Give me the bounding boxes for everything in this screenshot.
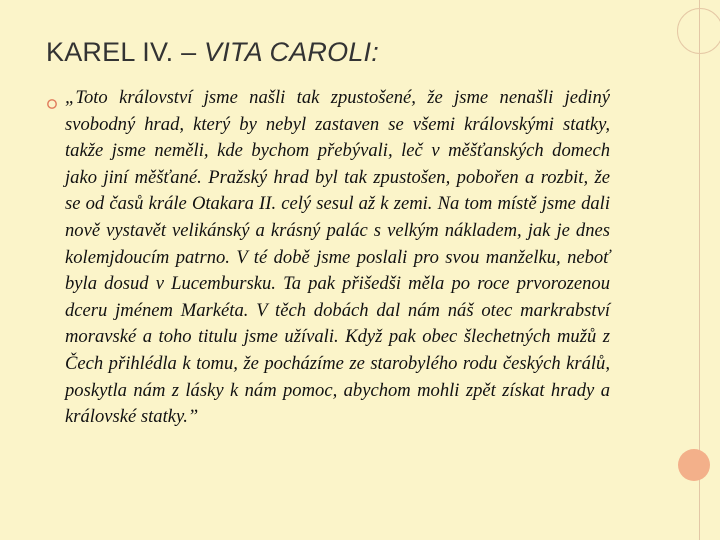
hollow-circle-bullet-icon xyxy=(46,98,58,112)
slide-title xyxy=(46,37,379,68)
slide-title-main: KAREL IV. – xyxy=(46,37,204,67)
ornament-circle-filled xyxy=(678,449,710,481)
quote-body: „Toto království jsme našli tak zpustošené, že jsme nenašli jediný svobodný hrad, který by nebyl zastaven se všemi královskými statky, takže jsme neměli, kde bychom přebývali, leč v měšťanských domech jako jiní měšťané. Pražský hrad byl tak zpustošen, pobořen a rozbit, že se od časů krále Otakara II. celý sesul až k zemi. Na tom místě jsme dali nově vystavět velikánský a krásný palác s velkým nákladem, jak je dnes kolemjdoucím patrno. V té době jsme poslali pro svou manželku, neboť byla dosud v Lucembursku. Ta pak přišedši měla po roce prvorozenou dceru jménem Markéta. V těch dobách dal nám náš otec markrabství moravské a toho titulu jsme užívali. Když pak obec šlechetných mužů z Čech přihlédla k tomu, že pocházíme ze starobylého rodu českých králů, poskytla nám z lásky k nám pomoc, abychom mohli zpět získat hrady a královské statky.” xyxy=(65,87,610,428)
slide-title-italic: VITA CAROLI: xyxy=(204,37,379,67)
ornament-circle-outline xyxy=(677,8,720,54)
